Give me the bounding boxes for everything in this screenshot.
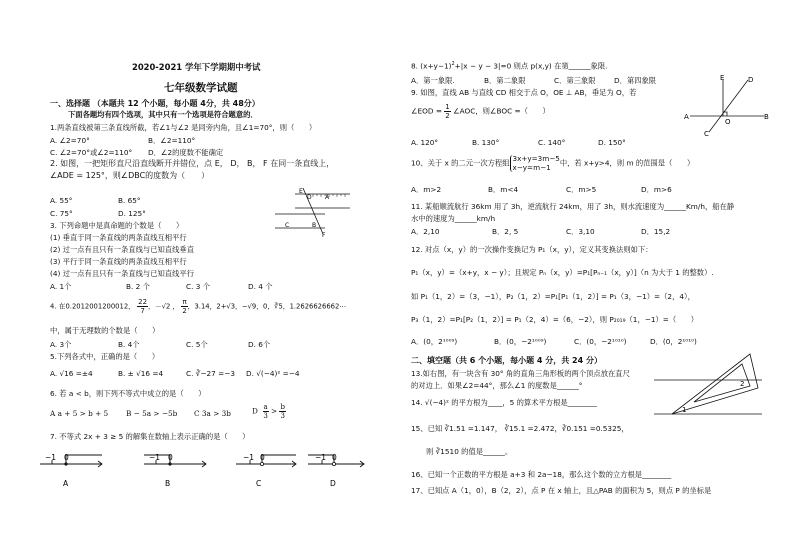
section-2-heading: 二、填空题（共 6 个小题，每小题 4 分，共 24 分）: [411, 356, 602, 365]
q10-option-d: D．m>6: [641, 185, 672, 194]
q6-d-den2: 3: [280, 412, 285, 420]
q6-d-operator: >: [271, 406, 278, 416]
fraction-b-3: [279, 403, 285, 420]
intersecting-lines-figure: [682, 74, 772, 140]
ruler-figure: [265, 184, 355, 242]
q12-option-d: D．(0，2¹⁰¹⁰): [650, 337, 697, 346]
q1-option-d: D．∠2的度数不能确定: [148, 148, 224, 157]
tick-c-zero: 0: [260, 453, 265, 462]
q3-statement-3: (3) 平行于同一条直线的两条直线互相平行: [50, 257, 187, 266]
q4-rest: ，3.14，2+√3，−√9，0，∛5，1.2626626662⋯: [187, 302, 347, 311]
q6-option-b: B − 5a > −5b: [126, 409, 178, 418]
q9-prefix: ∠EOD =: [411, 106, 442, 116]
point-a-label: A: [325, 194, 330, 201]
fig9-point-b: B: [764, 113, 769, 121]
question-16: 16、已知一个正数的平方根是 a+3 和 2a−18，那么这个数的立方根是________: [411, 470, 672, 479]
angle-2-label: 2: [740, 380, 745, 388]
q4-fraction-num: 22: [138, 298, 148, 306]
question-12-line4: P₃（1，2）=P₁[P₂（1，2）] = P₁（2，4）=（6，−2），则 P₂₀₁₉（1，−1）=（ ）: [411, 315, 699, 324]
q10-rest: 中，若 x+y>4，则 m 的范围是（ ）: [559, 158, 695, 168]
number-line-label-c: C: [256, 479, 262, 488]
q12-option-a: A．(0，2¹⁰⁰⁹): [411, 337, 458, 346]
question-7: 7. 不等式 2x + 3 ≥ 5 的解集在数轴上表示正确的是（ ）: [50, 432, 250, 441]
number-line-label-b: B: [165, 479, 171, 488]
question-8: [411, 60, 607, 70]
fraction-22-7: [137, 298, 148, 315]
question-12-line3: 如 P₁（1，2）=（3，−1），P₂（1，2）=P₁[P₁（1，2）] = P₁（3，−1）=（2，4），: [411, 292, 695, 301]
q3-option-d: D. 4 个: [248, 282, 273, 291]
q11-option-d: D．15,2: [641, 227, 671, 236]
angle-1-label: 1: [682, 406, 687, 414]
q3-statement-1: (1) 垂直于同一条直线的两条直线互相平行: [50, 233, 187, 242]
question-10: [411, 155, 694, 172]
question-12-line1: 12. 对点（x，y）的一次操作变换记为 P₁（x，y），定义其变换法则如下：: [411, 245, 653, 254]
q11-option-a: A．2,10: [411, 227, 440, 236]
q2-option-c: C. 75°: [50, 209, 73, 218]
q2-option-a: A. 55°: [50, 196, 73, 205]
q2-option-b: B. 65°: [118, 196, 141, 205]
question-6: 6. 若 a < b，则下列不等式中成立的是（ ）: [50, 389, 206, 398]
tick-d-zero: 0: [332, 453, 337, 462]
q4-option-b: B. 4个: [118, 340, 140, 349]
question-11-line2: 水中的速度为______km/h: [411, 214, 496, 223]
q4-option-c: C. 5个: [186, 340, 208, 349]
q4-number-1: 0.2012001200012，: [65, 302, 135, 311]
section-1-heading: 一、选择题 （本题共 12 个小题，每小题 4分，共 48分）: [50, 99, 260, 108]
question-4-line2: 中，属于无理数的个数是（ ）: [50, 326, 160, 335]
q9-option-c: C. 140°: [538, 138, 566, 147]
section-1-instruction: 下面各题均有四个选项，其中只有一个选项是符合题意的．: [68, 110, 258, 119]
q6-d-num2: b: [280, 403, 285, 411]
q8-option-c: C．第三象限: [554, 76, 596, 85]
q4-option-a: A. 3个: [50, 340, 72, 349]
point-f-label: F: [322, 232, 326, 239]
q10-prefix: 10、关于 x 的二元一次方程组: [411, 158, 510, 168]
q12-option-b: B．(0，−2¹⁰⁰⁹): [494, 337, 547, 346]
q1-option-b: B．∠2=110°: [148, 136, 196, 145]
fig9-point-o: O: [725, 118, 731, 126]
equation-1: 3x+y=3m−5: [512, 154, 560, 163]
equation-system: [510, 155, 560, 172]
tick-b-zero: 0: [168, 453, 173, 462]
ruler-triangle-figure: [654, 350, 764, 420]
q8-rest: +|x − y − 3|=0 则点 p(x,y) 在第______象限.: [454, 61, 608, 71]
q4-prefix: 4. 在: [50, 302, 66, 311]
question-15: 15、已知 ∛1.51 =1.147， ∛15.1 =2.472，∛0.151 =0.5325，: [411, 424, 629, 433]
q9-option-d: D. 150°: [598, 138, 626, 147]
q5-option-c: C. ∛−27 =−3: [186, 369, 235, 378]
q3-statement-2: (2) 过一点有且只有一条直线与已知直线垂直: [50, 245, 194, 254]
tick-a-minus1: −1: [45, 453, 57, 462]
point-b-label: B: [312, 222, 317, 229]
q11-option-c: C．3,10: [566, 227, 595, 236]
q10-option-b: B．m<4: [488, 185, 519, 194]
q6-option-c: C 3a > 3b: [194, 409, 231, 418]
q8-exponent: 2: [451, 61, 455, 67]
q8-option-b: B．第二象限: [484, 76, 526, 85]
question-15-line2: 则 ∛1510 的值是______。: [426, 447, 513, 456]
question-4-line1: [50, 298, 346, 315]
exam-header: 2020-2021 学年下学期期中考试: [132, 62, 261, 72]
q6-d-num: a: [263, 403, 268, 411]
question-13-line1: 13.如右图，有一块含有 30° 角的直角三角形板的两个顶点放在直尺: [411, 369, 630, 378]
q6-option-d: [252, 403, 286, 420]
q8-option-d: D．第四象限: [614, 76, 657, 85]
question-11-line1: 11. 某船顺流航行 36km 用了 3h，逆流航行 24km，用了 3h，则水流速度为______Km/h，船在静: [411, 202, 735, 211]
question-1: 1.两条直线被第三条直线所截，若∠1与∠2 是同旁内角，且∠1=70°，则（ ）: [50, 123, 317, 132]
equation-2: x−y=m−1: [512, 162, 551, 172]
fig9-point-d: D: [748, 76, 754, 84]
q4-pi-num: π: [182, 298, 187, 306]
q4-fraction-den: 7: [140, 307, 145, 315]
q8-option-a: A．第一象限.: [411, 76, 455, 85]
q4-option-d: D. 6个: [248, 340, 271, 349]
question-12-line2: P₁（x，y）=（x+y，x − y）；且规定 Pₙ（x，y）=P₁[Pₙ₋₁（x，y）]（n 为大于 1 的整数）.: [411, 268, 714, 277]
q3-option-b: B. 2 个: [126, 282, 150, 291]
fig9-point-c: C: [704, 130, 709, 138]
q4-pi-den: 2: [182, 307, 187, 315]
fig9-point-a: A: [684, 113, 689, 121]
number-line-figures: [40, 446, 370, 492]
q6-option-a: A a + 5 > b + 5: [50, 409, 109, 418]
question-2-line1: 2. 如图，一把矩形直尺沿直线断开并错位，点 E， D， B， F 在同一条直线上，: [50, 159, 335, 168]
q9-den: 2: [445, 112, 450, 120]
q11-option-b: B．2, 5: [492, 227, 519, 236]
q5-option-a: A. √16 =±4: [50, 369, 93, 378]
number-line-label-a: A: [63, 479, 69, 488]
q10-option-a: A．m>2: [411, 185, 442, 194]
q4-middle: ，－√2 ，: [148, 302, 180, 311]
point-d-label: D: [307, 194, 312, 201]
fraction-1-2: [444, 103, 450, 120]
question-2-line2: ∠ADE = 125°，则∠DBC的度数为（ ）: [50, 171, 210, 180]
tick-a-zero: 0: [64, 453, 69, 462]
q1-option-a: A. ∠2=70°: [50, 136, 90, 145]
exam-title: 七年级数学试题: [164, 82, 238, 94]
q5-option-b: B. ± √16 =4: [118, 369, 164, 378]
number-line-label-d: D: [330, 479, 336, 488]
q3-statement-4: (4) 过一点有且只有一条直线与已知直线平行: [50, 269, 194, 278]
point-c-label: C: [285, 222, 290, 229]
question-5: 5.下列各式中，正确的是（ ）: [50, 352, 160, 361]
q3-option-c: C. 3 个: [186, 282, 210, 291]
q1-option-c: C. ∠2=70°或∠2=110°: [50, 148, 133, 157]
tick-c-minus1: −1: [243, 453, 255, 462]
question-14: 14. √(−4)² 的平方根为____，5 的算术平方根是________: [411, 398, 597, 407]
q6-d-prefix: D: [252, 406, 258, 416]
q9-num: 1: [445, 103, 450, 111]
question-3: 3. 下列命题中是真命题的个数是（ ）: [50, 221, 184, 230]
q6-d-den: 3: [263, 412, 268, 420]
fraction-a-3: [263, 403, 269, 420]
question-9-line2: [411, 103, 550, 120]
question-17: 17、已知点 A（1，0），B（2，2），点 P 在 x 轴上，且△PAB 的面积为 5，则点 P 的坐标是: [411, 486, 712, 495]
q12-option-c: C．(0，−2¹⁰¹⁰): [574, 337, 627, 346]
point-e-label: E: [299, 188, 303, 195]
tick-d-minus1: −1: [315, 453, 327, 462]
question-9-line1: 9. 如图，直线 AB 与直线 CD 相交于点 O，OE ⊥ AB，垂足为 O，若: [411, 88, 637, 97]
tick-b-minus1: −1: [149, 453, 161, 462]
fig9-point-e: E: [720, 74, 725, 82]
q10-option-c: C．m>5: [566, 185, 597, 194]
q2-option-d: D. 125°: [118, 209, 146, 218]
q3-option-a: A. 1个: [50, 282, 72, 291]
q9-option-b: B. 130°: [472, 138, 500, 147]
q9-rest: ∠AOC，则∠BOC =（ ）: [453, 106, 550, 116]
question-13-line2: 的对边上．如果∠2=44°，那么∠1 的度数是______°: [411, 381, 583, 390]
q5-option-d: D. √(−4)² =−4: [246, 369, 300, 378]
q8-prefix: 8. (x+y−1): [411, 61, 452, 71]
q9-option-a: A. 120°: [411, 138, 439, 147]
